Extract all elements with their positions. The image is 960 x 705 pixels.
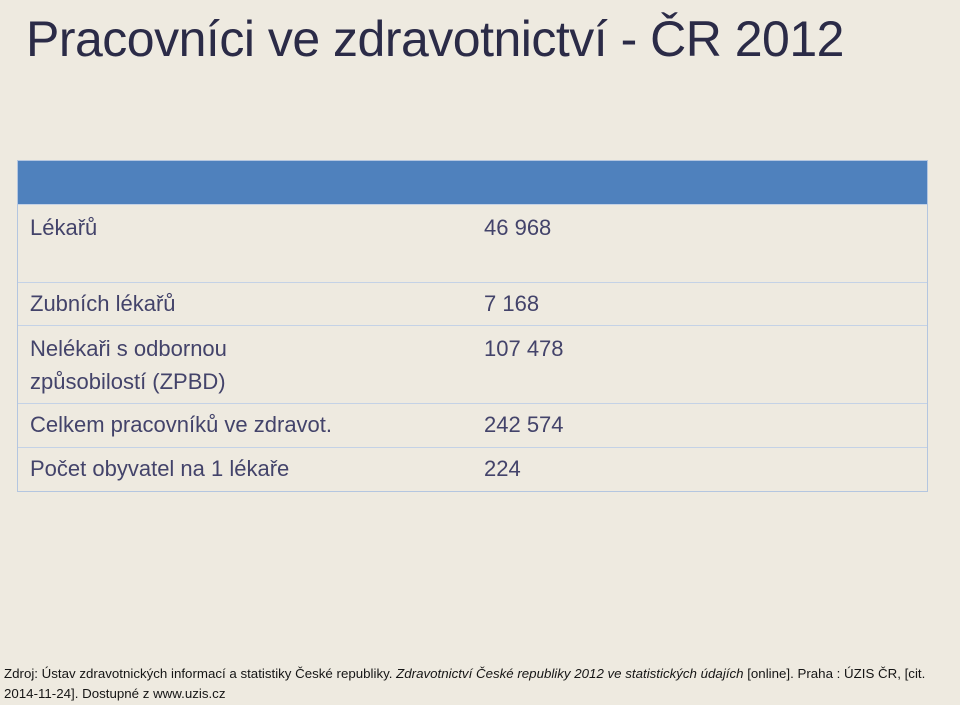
row-label: Lékařů bbox=[30, 215, 98, 240]
row-value: 46 968 bbox=[484, 215, 552, 240]
row-value: 107 478 bbox=[484, 336, 564, 361]
row-label-line1: Nelékaři s odbornou bbox=[30, 336, 227, 361]
row-label: Celkem pracovníků ve zdravot. bbox=[30, 412, 333, 437]
source-title: Zdravotnictví České republiky 2012 ve statistických údajích bbox=[396, 666, 744, 681]
table-row bbox=[18, 282, 927, 325]
table-row bbox=[18, 204, 927, 282]
table-header bbox=[18, 161, 927, 204]
row-value: 224 bbox=[484, 456, 521, 481]
table-row bbox=[18, 447, 927, 491]
row-label-line2: způsobilostí (ZPBD) bbox=[30, 369, 226, 394]
table-row bbox=[18, 325, 927, 403]
source-suffix: [online]. Praha : ÚZIS ČR, [cit. 2014-11-24]. Dostupné z www.uzis.cz bbox=[4, 666, 926, 701]
statistics-table bbox=[17, 160, 928, 492]
row-value: 7 168 bbox=[484, 291, 540, 316]
row-value: 242 574 bbox=[484, 412, 564, 437]
row-label: Počet obyvatel na 1 lékaře bbox=[30, 456, 290, 481]
table-row bbox=[18, 403, 927, 447]
source-prefix: Zdroj: Ústav zdravotnických informací a statistiky České republiky. bbox=[4, 666, 397, 681]
source-citation bbox=[4, 664, 960, 704]
row-label: Zubních lékařů bbox=[30, 291, 176, 316]
page-title: Pracovníci ve zdravotnictví - ČR 2012 bbox=[26, 11, 844, 67]
